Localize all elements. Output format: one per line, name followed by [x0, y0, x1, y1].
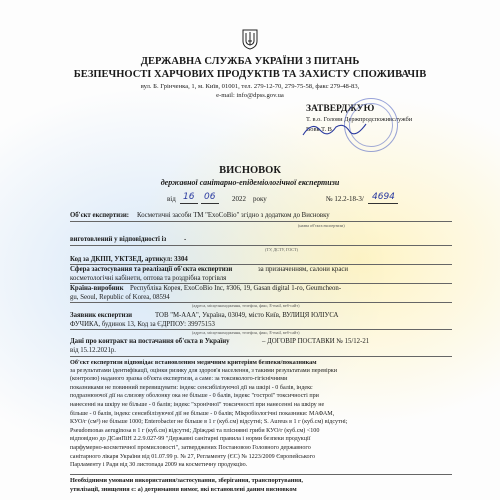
applicant-text1: ТОВ "М-ААА", Україна, 03049, місто Київ, ВУЛИЦЯ ЮЛІУСА: [155, 312, 339, 319]
agency-address: вул. Б. Грінченка, 1, м. Київ, 01001, тел. 279-12-70, 279-75-58, факс 279-48-83,: [140, 83, 360, 90]
applicant-caption: (адреса, місцезнаходження, телефон, факс, E-mail, веб-сайт): [192, 330, 300, 335]
approval-position: Т. в.о. Голови Держпродспоживслужби: [306, 116, 413, 123]
manufactured-line: [70, 245, 452, 246]
object-label: Об'єкт експертизи:: [70, 212, 130, 219]
compliance-line: відповідно до ДСанПіН 2.2.9.027-99 "Державні санітарні правила і норми безпеки продукції: [70, 436, 311, 443]
country-caption: (адреса, місцезнаходження, телефон, факс, E-mail, веб-сайт): [192, 303, 300, 308]
scope-label: Сфера застосування та реалізації об'єкта експертизи: [70, 266, 233, 273]
compliance-line: КУО/г (см³) не більше 1000; Enterobacter не більше в 1 г (куб.см) відсутні; S. Aureus в 1 г (куб.см) відсутні;: [70, 419, 348, 426]
agency-email: e-mail: info@dpss.gov.ua: [216, 92, 284, 99]
agency-title-line1: ДЕРЖАВНА СЛУЖБА УКРАЇНИ З ПИТАНЬ: [140, 56, 360, 67]
conditions-line1: Необхідними умовами використання/застосування, зберігання, транспортування,: [70, 477, 303, 484]
agency-title-line2: БЕЗПЕЧНОСТІ ХАРЧОВИХ ПРОДУКТІВ ТА ЗАХИСТУ СПОЖИВАЧІВ: [73, 69, 427, 80]
approval-title: ЗАТВЕРДЖУЮ: [306, 104, 375, 114]
compliance-line: більше - 0 балів, індекс сенсибілізуючої дії не більше - 0 балів; Мікробіологічні показники: МАФАМ,: [70, 410, 335, 417]
applicant-label: Заявник експертизи: [70, 312, 133, 319]
compliance-line: Pseudomonas aeruginosa в 1 г (куб.см) відсутні; Дріжджі та пліснявні гриби КУО/г (куб.см) <100: [70, 427, 320, 434]
manufactured-caption: (ТУ, ДСТУ, ГОСТ): [265, 247, 299, 252]
compliance-line: показниками не повинний перевищувати: індекс сенсибілізуючої дії на шкірі - 0 балів, індекс: [70, 384, 313, 391]
compliance-line: подразнюючої дії на слизову оболонку ока не більше - 0 балів, індекс "гострої" токсичності при: [70, 393, 319, 400]
approval-name: Вовк Т. В.: [306, 126, 334, 133]
conditions-line2: утилізації, знищення є: а) дотримання вимог, які встановлені даним висновком: [70, 486, 297, 493]
scope-text1: за призначенням, салони краси: [258, 266, 348, 273]
compliance-line-bottom: [70, 474, 452, 475]
object-value: Косметичні засоби ТМ "ExoCoBio" згідно з додатком до Висновку: [137, 212, 330, 219]
codes-line: [70, 264, 452, 265]
signature-icon: [300, 118, 370, 140]
compliance-line: санітарного лікаря України від 01.07.99 р. № 27, Регламенту (ЄС) № 1223/2009 Європейського: [70, 453, 315, 460]
object-caption: (назва об'єкта експертизи): [298, 223, 345, 228]
date-month-underline: [201, 203, 219, 204]
compliance-line: (контролю) наданого зразка об'єкта експертизи, а саме: за токсиколого-гігієнічними: [70, 376, 288, 383]
scope-line: [70, 283, 452, 284]
number-underline: [368, 203, 398, 204]
number-label: № 12.2-18-3/: [326, 195, 364, 203]
contract-text2: від 15.12.2021р.: [70, 347, 116, 354]
date-year: 2022: [232, 195, 246, 203]
compliance-line: парфумерно-косметичної промисловості", затверджених Постановою Головного державного: [70, 445, 311, 451]
classification-codes: Код за ДКПП, УКТЗЕД, артикул: 3304: [70, 256, 188, 263]
country-label: Країна-виробник: [70, 285, 124, 292]
country-text1: Республіка Корея, ExoCoBio Inc, #306, 19, Gasan digital 1-ro, Geumcheon-: [130, 285, 342, 292]
conclusion-subtitle: державної санітарно-епідеміологічної експертизи: [160, 178, 340, 187]
date-day-underline: [180, 203, 198, 204]
applicant-text2: ФУЧИКА, будинок 13, Код за ЄДРПОУ: 39975153: [70, 321, 215, 328]
object-line: [70, 221, 452, 222]
date-day: 16: [183, 192, 195, 202]
conclusion-number: 4694: [372, 192, 395, 202]
scope-text2: косметологічні кабінети, оптова та роздрібна торгівля: [70, 275, 227, 282]
date-year-suffix: року: [253, 195, 267, 203]
compliance-line: Об'єкт експертизи відповідає встановленим медичним критеріям безпеки/показникам: [70, 359, 317, 366]
country-text2: gu, Seoul, Republic of Korea, 08594: [70, 294, 170, 301]
contract-text1: – ДОГОВІР ПОСТАВКИ № 15/12-21: [262, 338, 370, 345]
conclusion-title: ВИСНОВОК: [219, 165, 281, 176]
manufactured-value: -: [184, 236, 187, 243]
contract-line: [70, 356, 452, 357]
date-month: 06: [204, 192, 216, 202]
trident-emblem-icon: [241, 28, 259, 50]
manufactured-label: виготовлений у відповідності із: [70, 236, 167, 243]
contract-label: Дані про контракт на постачання об'єкта в Україну: [70, 338, 230, 345]
date-from-label: від: [167, 195, 176, 203]
compliance-line: Парламенту і Ради від 30 листопада 2009 на косметичну продукцію.: [70, 462, 248, 469]
compliance-line: нанесенні на шкіру не більше - 0 балів; індекс "хронічної" токсичності при нанесенні на шкіру не: [70, 402, 325, 408]
compliance-line: за результатами ідентифікації, оцінки ризику для здоров'я населення, з такими результатами перевірки: [70, 367, 337, 374]
